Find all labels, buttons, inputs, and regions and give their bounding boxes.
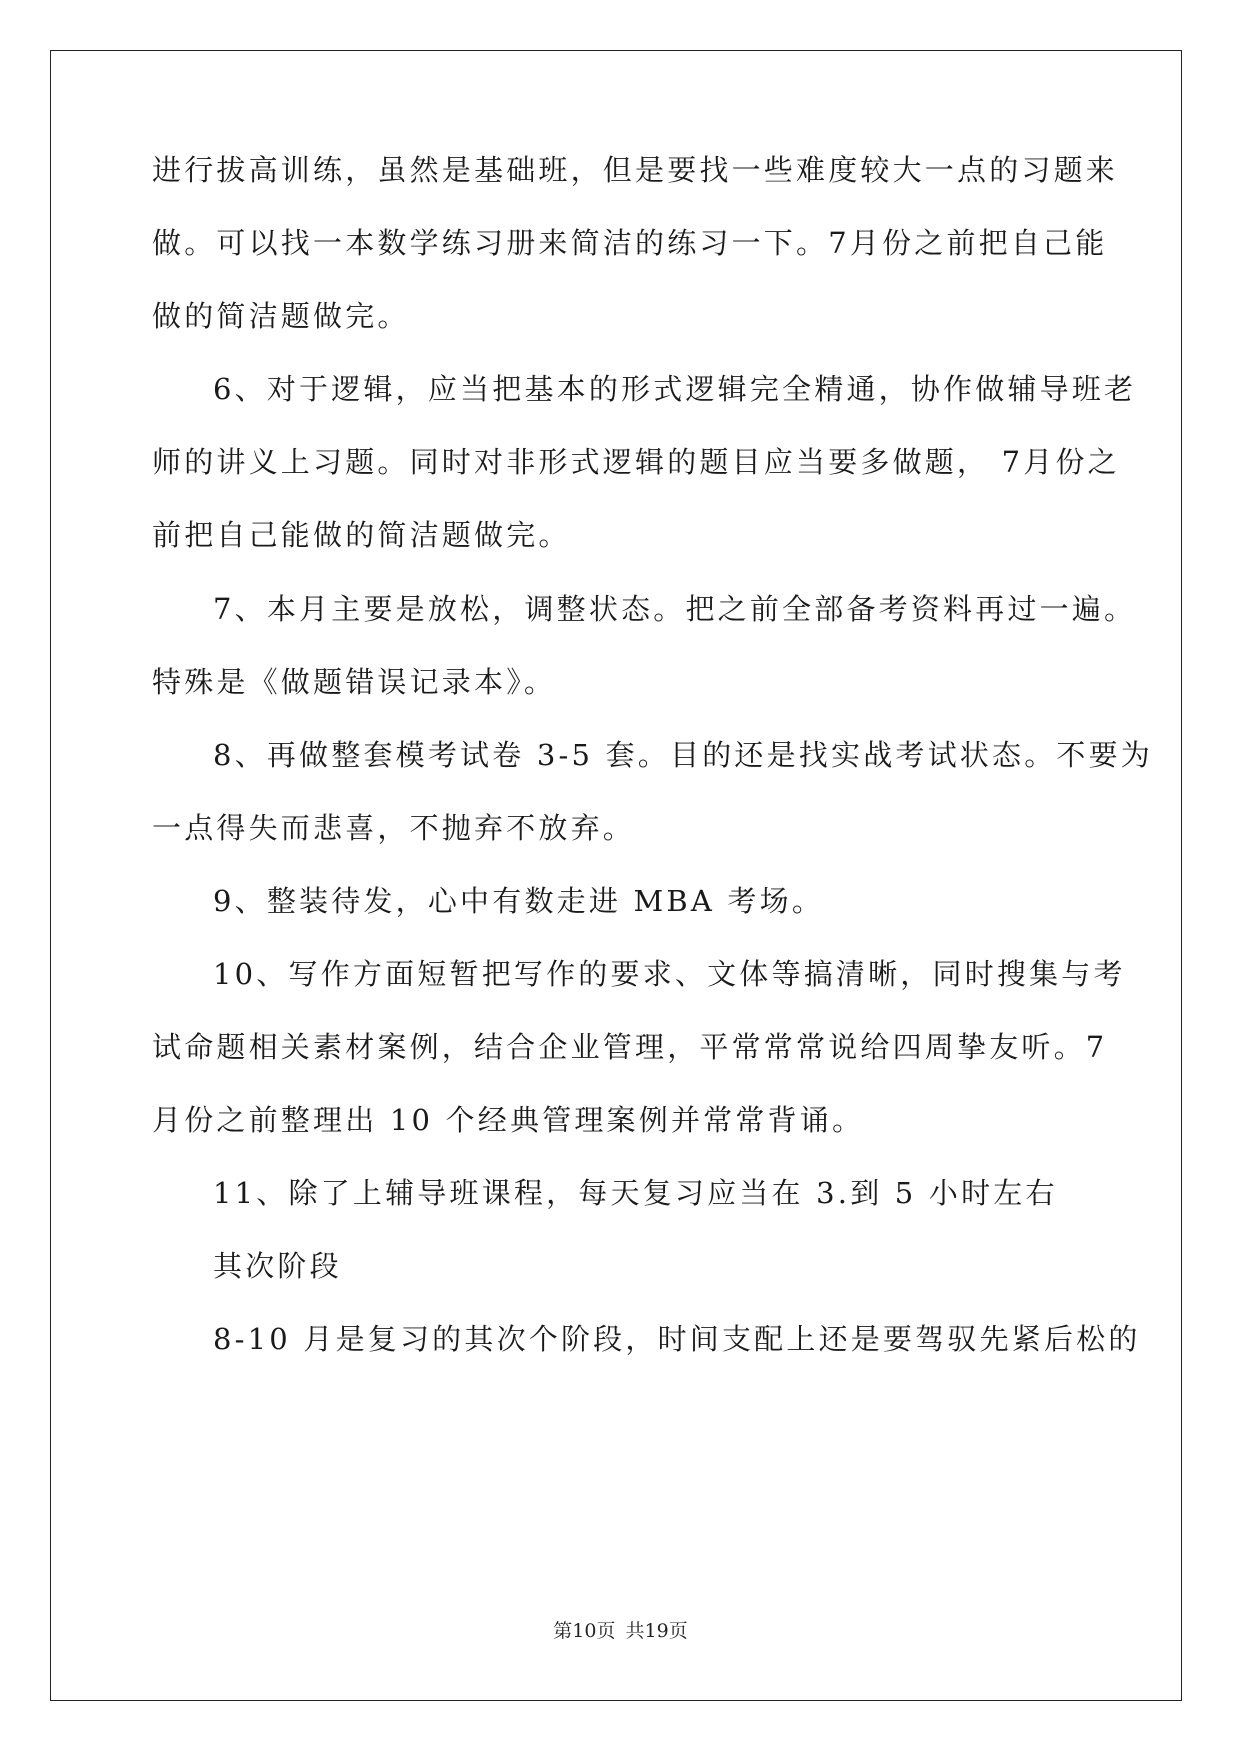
- body-line: 特殊是《做题错误记录本》。: [152, 665, 557, 699]
- body-line: 一点得失而悲喜，不抛弃不放弃。: [152, 811, 636, 845]
- body-line: 8-10 月是复习的其次个阶段，时间支配上还是要驾驭先紧后松的: [213, 1322, 1141, 1356]
- body-line: 前把自己能做的简洁题做完。: [152, 518, 571, 552]
- list-item-7: 7、本月主要是放松，调整状态。把之前全部备考资料再过一遍。: [213, 592, 1137, 626]
- body-line: 试命题相关素材案例，结合企业管理，平常常常说给四周挚友听。7: [152, 1030, 1108, 1064]
- body-line: 进行拔高训练，虽然是基础班，但是要找一些难度较大一点的习题来: [152, 153, 1119, 187]
- body-line: 月份之前整理出 10 个经典管理案例并常常背诵。: [152, 1103, 865, 1137]
- page-footer: [0, 1619, 1241, 1643]
- list-item-10: 10、写作方面短暂把写作的要求、文体等搞清晰，同时搜集与考: [213, 957, 1126, 991]
- body-line: 做。可以找一本数学练习册来简洁的练习一下。7月份之前把自己能: [152, 226, 1108, 260]
- list-item-8: 8、再做整套模考试卷 3-5 套。目的还是找实战考试状态。不要为: [213, 738, 1153, 772]
- body-line: 师的讲义上习题。同时对非形式逻辑的题目应当要多做题， 7月份之: [152, 445, 1120, 479]
- page-number: 第10页: [553, 1620, 616, 1642]
- body-line: 做的简洁题做完。: [152, 299, 410, 333]
- section-heading: 其次阶段: [213, 1249, 342, 1283]
- page-total: 共19页: [625, 1620, 688, 1642]
- list-item-11: 11、除了上辅导班课程，每天复习应当在 3.到 5 小时左右: [213, 1176, 1058, 1210]
- list-item-9: 9、整装待发，心中有数走进 MBA 考场。: [213, 884, 825, 918]
- list-item-6: 6、对于逻辑，应当把基本的形式逻辑完全精通，协作做辅导班老: [213, 372, 1137, 406]
